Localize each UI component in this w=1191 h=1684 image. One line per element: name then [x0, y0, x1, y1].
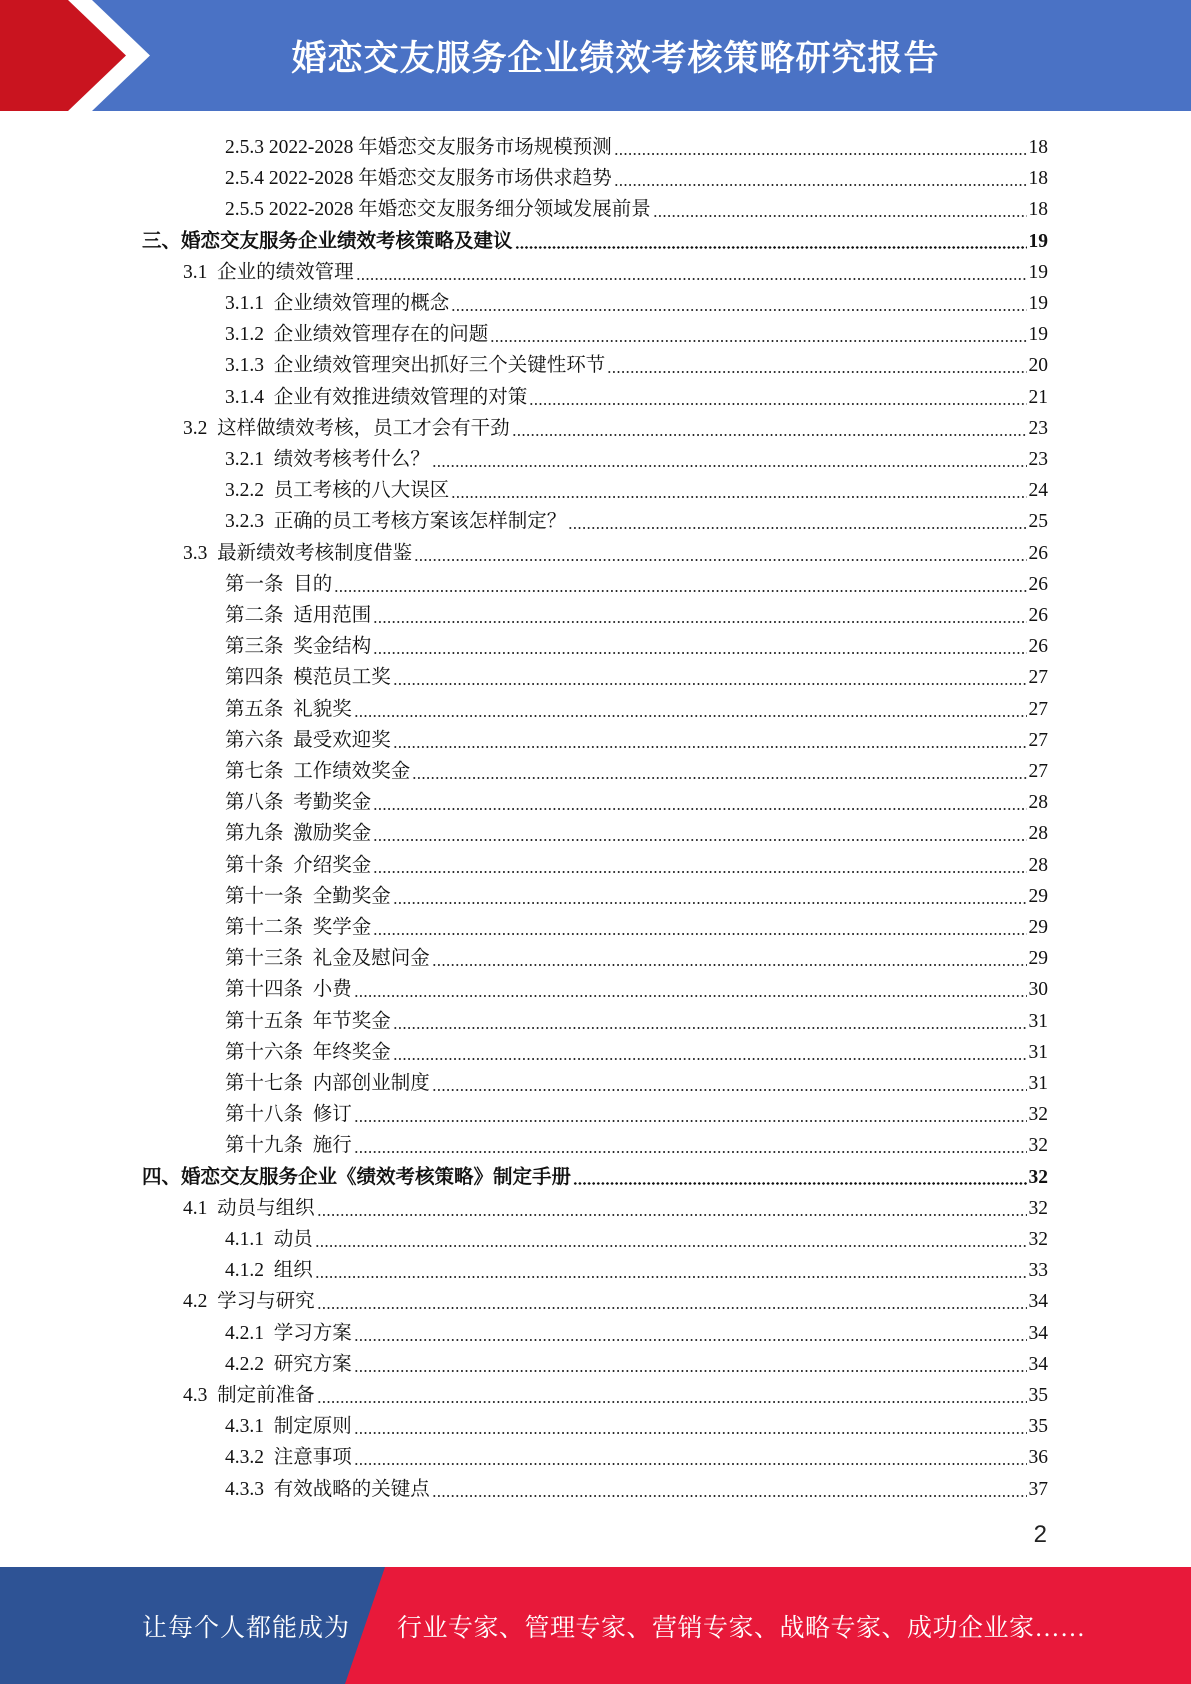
toc-entry[interactable] — [225, 346, 1048, 377]
toc-entry[interactable] — [225, 128, 1048, 159]
toc-entry-page: 33 — [1028, 1260, 1048, 1282]
toc-entry-title: 第四条 模范员工奖 — [225, 667, 391, 689]
toc-entry-page: 31 — [1028, 1073, 1048, 1094]
toc-dot-leader — [451, 309, 1026, 311]
toc-entry-title: 4.2.1 学习方案 — [225, 1322, 352, 1344]
toc-entry[interactable] — [183, 1376, 1048, 1407]
toc-dot-leader — [334, 590, 1026, 592]
toc-entry-page: 29 — [1028, 885, 1048, 907]
toc-dot-leader — [512, 434, 1027, 436]
toc-entry-page: 21 — [1028, 386, 1048, 408]
toc-entry-title: 第十七条 内部创业制度 — [225, 1073, 430, 1094]
toc-entry-title: 4.1.2 组织 — [225, 1260, 313, 1282]
toc-entry-page: 34 — [1028, 1322, 1048, 1344]
toc-entry-page: 20 — [1028, 355, 1048, 377]
toc-dot-leader — [315, 1276, 1027, 1278]
toc-entry-page: 29 — [1028, 948, 1048, 970]
toc-entry-page: 28 — [1028, 823, 1048, 845]
toc-dot-leader — [354, 1151, 1027, 1153]
footer-slogan-left: 让每个人都能成为 — [142, 1614, 351, 1642]
toc-entry-title: 第十四条 小费 — [225, 979, 352, 1001]
toc-dot-leader — [373, 933, 1026, 935]
toc-entry-title: 3.1 企业的绩效管理 — [183, 261, 354, 283]
toc-entry-page: 26 — [1028, 542, 1048, 564]
toc-entry-title: 2.5.4 2022-2028 年婚恋交友服务市场供求趋势 — [225, 168, 612, 190]
toc-entry[interactable] — [225, 814, 1048, 845]
toc-entry-page: 32 — [1028, 1135, 1048, 1157]
toc-entry[interactable] — [225, 471, 1048, 502]
toc-entry[interactable] — [225, 565, 1048, 596]
toc-dot-leader — [529, 403, 1026, 405]
toc-entry-page: 35 — [1028, 1416, 1048, 1438]
toc-entry-title: 第七条 工作绩效奖金 — [225, 761, 411, 782]
toc-dot-leader — [373, 808, 1026, 810]
toc-dot-leader — [451, 496, 1026, 498]
toc-entry[interactable] — [225, 939, 1048, 970]
toc-entry[interactable] — [225, 877, 1048, 908]
toc-dot-leader — [393, 902, 1027, 904]
toc-entry-page: 24 — [1028, 480, 1048, 502]
toc-entry-page: 31 — [1028, 1010, 1048, 1032]
toc-dot-leader — [607, 371, 1026, 373]
toc-entry-title: 4.3.3 有效战略的关键点 — [225, 1478, 430, 1500]
toc-dot-leader — [432, 465, 1027, 467]
toc-entry-title: 第一条 目的 — [225, 573, 333, 595]
toc-entry-title: 第九条 激励奖金 — [225, 823, 372, 845]
toc-entry[interactable] — [225, 284, 1048, 315]
toc-entry-title: 第八条 考勤奖金 — [225, 792, 372, 814]
toc-entry[interactable] — [225, 658, 1048, 689]
toc-entry-page: 23 — [1028, 449, 1048, 470]
toc-entry[interactable] — [225, 502, 1048, 533]
toc-entry-page: 19 — [1028, 293, 1048, 314]
footer-slogan-right: 行业专家、管理专家、营销专家、战略专家、成功企业家…… — [397, 1614, 1086, 1642]
toc-dot-leader — [317, 1401, 1027, 1403]
toc-entry-page: 18 — [1028, 168, 1048, 190]
toc-entry[interactable] — [183, 534, 1048, 565]
toc-entry-title: 第十八条 修订 — [225, 1104, 352, 1126]
toc-entry[interactable] — [183, 253, 1048, 284]
toc-entry-page: 26 — [1028, 605, 1048, 626]
toc-entry[interactable] — [225, 1407, 1048, 1438]
toc-entry-title: 第十二条 奖学金 — [225, 917, 372, 938]
toc-dot-leader — [614, 153, 1027, 155]
toc-entry-page: 26 — [1028, 636, 1048, 658]
toc-entry-title: 第十一条 全勤奖金 — [225, 885, 391, 907]
toc-entry-page: 35 — [1028, 1385, 1048, 1406]
toc-dot-leader — [315, 1245, 1027, 1247]
toc-dot-leader — [317, 1214, 1027, 1216]
toc-entry-page: 29 — [1028, 917, 1048, 938]
toc-entry[interactable] — [225, 970, 1048, 1001]
toc-entry[interactable] — [225, 1314, 1048, 1345]
toc-entry[interactable] — [225, 159, 1048, 190]
toc-entry-title: 4.3 制定前准备 — [183, 1385, 315, 1406]
toc-entry-page: 32 — [1028, 1229, 1048, 1250]
toc-entry[interactable] — [225, 440, 1048, 471]
toc-dot-leader — [412, 777, 1026, 779]
toc-entry-title: 2.5.5 2022-2028 年婚恋交友服务细分领域发展前景 — [225, 199, 651, 221]
toc-entry[interactable] — [225, 1438, 1048, 1469]
header-banner — [0, 0, 1191, 111]
toc-dot-leader — [354, 995, 1027, 997]
toc-entry-page: 25 — [1028, 511, 1048, 533]
toc-entry[interactable] — [225, 1220, 1048, 1251]
toc-entry-title: 4.3.2 注意事项 — [225, 1447, 352, 1469]
toc-entry-page: 23 — [1028, 417, 1048, 439]
toc-dot-leader — [373, 652, 1026, 654]
toc-entry-page: 34 — [1028, 1353, 1048, 1375]
toc-entry[interactable] — [225, 1033, 1048, 1064]
toc-dot-leader — [317, 1307, 1027, 1309]
toc-dot-leader — [614, 184, 1027, 186]
toc-entry-page: 28 — [1028, 792, 1048, 814]
toc-dot-leader — [393, 1058, 1027, 1060]
toc-entry-title: 4.2 学习与研究 — [183, 1291, 315, 1313]
toc-dot-leader — [653, 215, 1027, 217]
toc-entry-page: 36 — [1028, 1447, 1048, 1469]
toc-entry-title: 4.2.2 研究方案 — [225, 1353, 352, 1375]
toc-dot-leader — [432, 964, 1027, 966]
toc-entry[interactable] — [225, 908, 1048, 939]
toc-entry-title: 3.2.1 绩效考核考什么？ — [225, 449, 430, 470]
toc-entry[interactable] — [225, 315, 1048, 346]
toc-dot-leader — [373, 871, 1026, 873]
toc-entry[interactable] — [225, 1002, 1048, 1033]
toc-entry-title: 3.2.2 员工考核的八大误区 — [225, 480, 450, 502]
toc-entry-page: 30 — [1028, 979, 1048, 1001]
toc-entry[interactable] — [225, 1064, 1048, 1095]
toc-dot-leader — [490, 340, 1026, 342]
footer-banner — [0, 1567, 1191, 1684]
toc-dot-leader — [393, 746, 1027, 748]
toc-dot-leader — [432, 1089, 1027, 1091]
toc-entry[interactable] — [183, 1282, 1048, 1313]
toc-entry-title: 第三条 奖金结构 — [225, 636, 372, 658]
toc-entry-title: 第十五条 年节奖金 — [225, 1010, 391, 1032]
page-number: 2 — [1033, 1521, 1047, 1548]
toc-dot-leader — [356, 278, 1027, 280]
toc-entry[interactable] — [225, 627, 1048, 658]
toc-entry[interactable] — [225, 190, 1048, 221]
toc-entry[interactable] — [225, 752, 1048, 783]
toc-dot-leader — [354, 1370, 1027, 1372]
toc-entry-page: 27 — [1028, 667, 1048, 689]
toc-entry-title: 4.1.1 动员 — [225, 1229, 313, 1250]
toc-entry-page: 32 — [1028, 1104, 1048, 1126]
toc-entry-page: 27 — [1028, 729, 1048, 751]
toc-entry[interactable] — [225, 1470, 1048, 1501]
toc-entry[interactable] — [225, 783, 1048, 814]
toc-entry-page: 28 — [1028, 854, 1048, 876]
toc-dot-leader — [568, 527, 1026, 529]
toc-entry-title: 4.1 动员与组织 — [183, 1197, 315, 1219]
toc-entry-page: 19 — [1028, 230, 1048, 252]
toc-entry-title: 4.3.1 制定原则 — [225, 1416, 352, 1438]
toc-entry[interactable] — [225, 1095, 1048, 1126]
toc-entry-title: 2.5.3 2022-2028 年婚恋交友服务市场规模预测 — [225, 137, 612, 158]
toc-entry-title: 第六条 最受欢迎奖 — [225, 729, 391, 751]
toc-entry-title: 第十九条 施行 — [225, 1135, 352, 1157]
toc-entry-title: 三、婚恋交友服务企业绩效考核策略及建议 — [142, 230, 513, 252]
toc-dot-leader — [373, 621, 1026, 623]
toc-entry-title: 第五条 礼貌奖 — [225, 698, 352, 720]
toc-entry[interactable] — [225, 1251, 1048, 1282]
toc-entry-page: 37 — [1028, 1478, 1048, 1500]
toc-dot-leader — [354, 1463, 1027, 1465]
toc-entry-page: 18 — [1028, 137, 1048, 158]
toc-entry-page: 19 — [1028, 324, 1048, 346]
toc-entry[interactable] — [142, 1158, 1048, 1189]
toc-entry-page: 18 — [1028, 199, 1048, 221]
toc-entry[interactable] — [225, 846, 1048, 877]
toc-entry[interactable] — [225, 721, 1048, 752]
toc-entry-title: 第十条 介绍奖金 — [225, 854, 372, 876]
toc-entry[interactable] — [225, 1345, 1048, 1376]
toc-entry-page: 19 — [1028, 261, 1048, 283]
toc-entry-page: 32 — [1028, 1166, 1048, 1188]
toc-dot-leader — [393, 683, 1027, 685]
header-arrow-decoration — [0, 0, 150, 111]
toc-entry-title: 3.3 最新绩效考核制度借鉴 — [183, 542, 413, 564]
toc-dot-leader — [393, 1027, 1027, 1029]
toc-entry[interactable] — [225, 378, 1048, 409]
toc-dot-leader — [515, 246, 1027, 249]
toc-entry-title: 3.1.4 企业有效推进绩效管理的对策 — [225, 386, 528, 408]
toc-entry-title: 3.2 这样做绩效考核，员工才会有干劲 — [183, 417, 510, 439]
toc-entry-page: 31 — [1028, 1041, 1048, 1063]
toc-entry-title: 3.1.3 企业绩效管理突出抓好三个关键性环节 — [225, 355, 606, 377]
toc-dot-leader — [432, 1495, 1027, 1497]
toc-dot-leader — [373, 839, 1026, 841]
toc-entry[interactable] — [225, 596, 1048, 627]
toc-entry[interactable] — [183, 409, 1048, 440]
toc-entry-page: 34 — [1028, 1291, 1048, 1313]
toc-entry[interactable] — [142, 222, 1048, 253]
toc-entry-title: 第二条 适用范围 — [225, 605, 372, 626]
toc-entry-page: 32 — [1028, 1197, 1048, 1219]
toc-entry-page: 26 — [1028, 573, 1048, 595]
toc-entry[interactable] — [183, 1189, 1048, 1220]
toc-entry-title: 第十六条 年终奖金 — [225, 1041, 391, 1063]
toc-dot-leader — [354, 715, 1027, 717]
toc-dot-leader — [414, 559, 1026, 561]
toc-entry-title: 3.1.2 企业绩效管理存在的问题 — [225, 324, 489, 346]
document-title: 婚恋交友服务企业绩效考核策略研究报告 — [291, 38, 940, 79]
toc-dot-leader — [354, 1120, 1027, 1122]
toc-entry-title: 3.1.1 企业绩效管理的概念 — [225, 293, 450, 314]
toc-dot-leader — [573, 1182, 1026, 1185]
toc-entry[interactable] — [225, 690, 1048, 721]
toc-entry-title: 四、婚恋交友服务企业《绩效考核策略》制定手册 — [142, 1166, 572, 1188]
toc-entry-title: 3.2.3 正确的员工考核方案该怎样制定？ — [225, 511, 567, 533]
toc-entry[interactable] — [225, 1126, 1048, 1157]
toc-entry-title: 第十三条 礼金及慰问金 — [225, 948, 430, 970]
toc-dot-leader — [354, 1339, 1027, 1341]
toc-entry-page: 27 — [1028, 761, 1048, 782]
toc-dot-leader — [354, 1432, 1027, 1434]
toc-entry-page: 27 — [1028, 698, 1048, 720]
